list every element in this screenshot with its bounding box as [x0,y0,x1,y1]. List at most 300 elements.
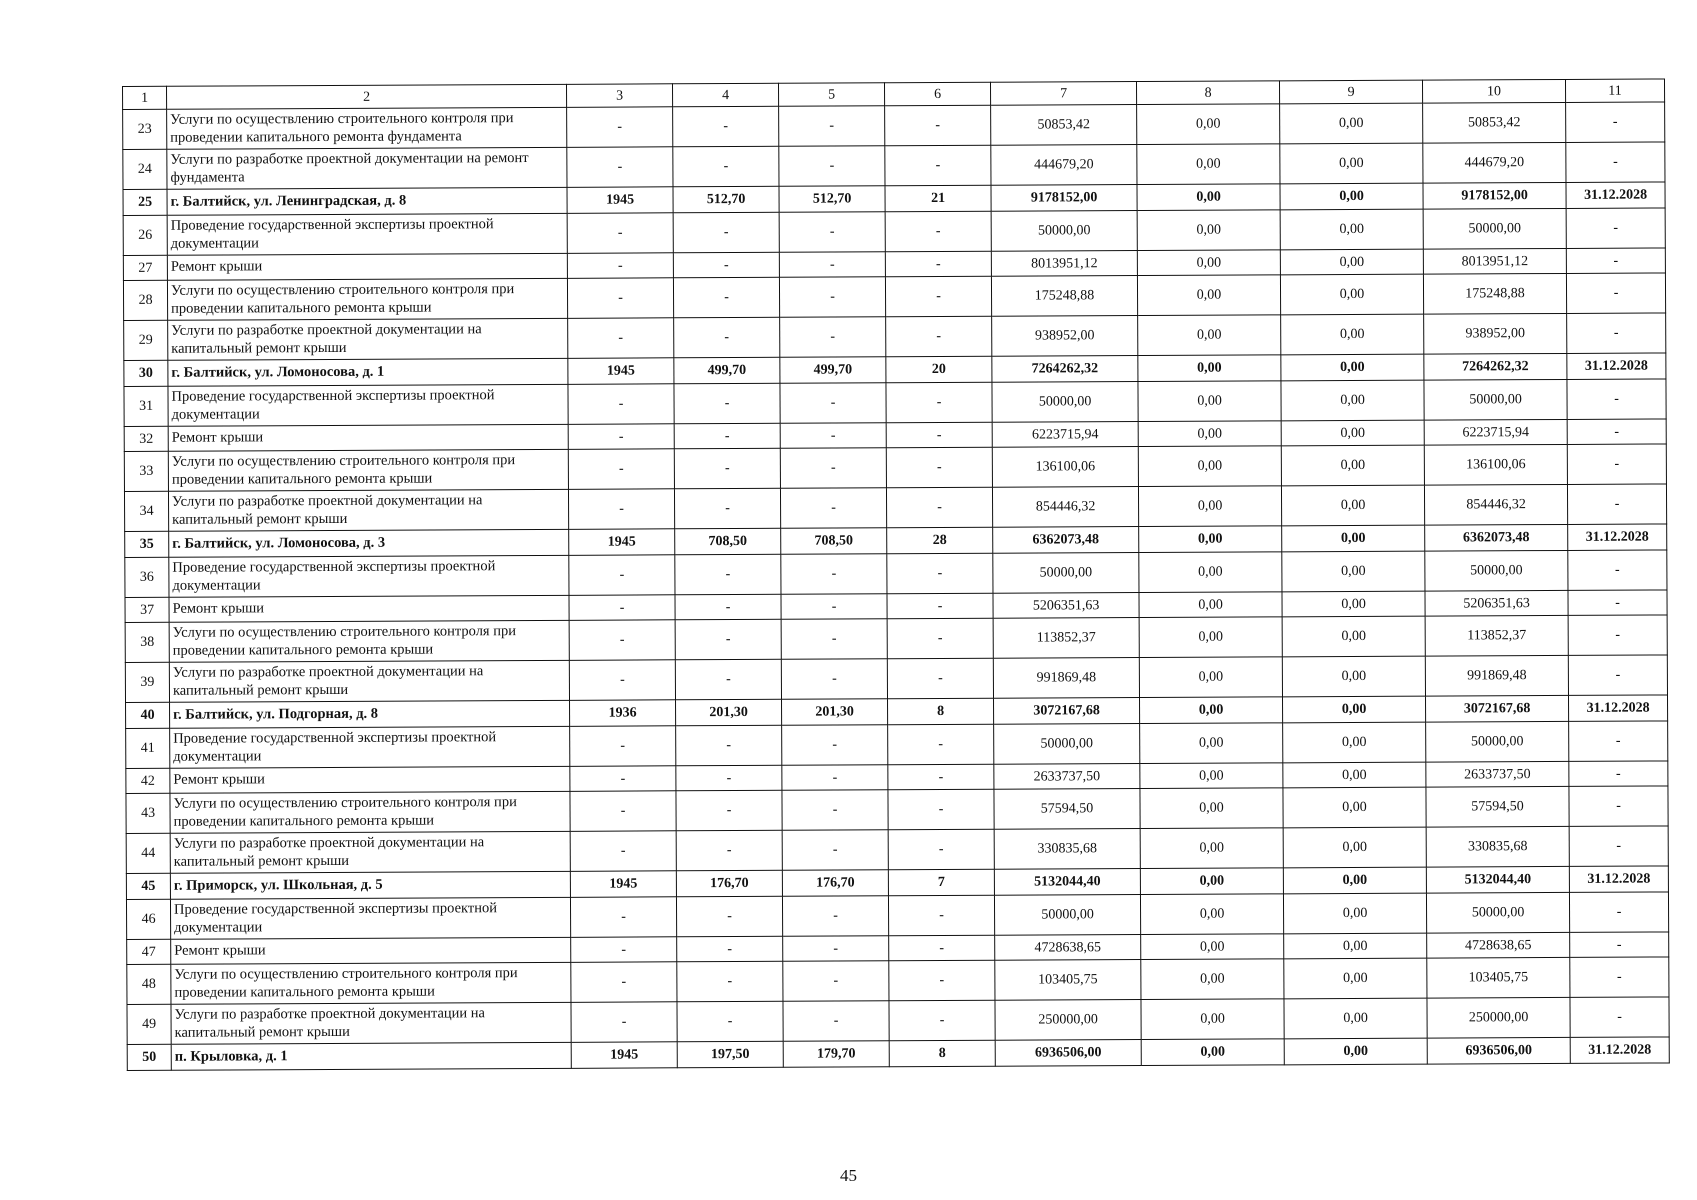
col5-cell: - [780,383,886,424]
col5-cell: - [780,488,886,529]
col9-cell: 0,00 [1281,485,1424,526]
col8-cell: 0,00 [1139,617,1282,658]
description-cell: Услуги по разработке проектной документации на капитальный ремонт крыши [168,318,568,360]
col11-cell: - [1568,655,1667,695]
col4-cell: - [674,383,780,424]
description-cell: Услуги по разработке проектной документации на капитальный ремонт крыши [169,660,569,702]
row-number-cell: 27 [123,255,167,280]
col8-cell: 0,00 [1140,894,1283,935]
col11-cell: - [1566,208,1665,248]
col6-cell: - [885,276,991,317]
col7-cell: 50000,00 [992,382,1138,423]
col9-cell: 0,00 [1280,183,1423,210]
col4-cell: - [674,448,780,489]
col3-cell: - [567,147,673,188]
col4-cell: - [676,790,782,831]
col9-cell: 0,00 [1281,314,1424,355]
col4-cell: - [673,252,779,278]
col5-cell: - [783,961,889,1002]
col5-cell: 179,70 [783,1041,889,1068]
col8-cell: 0,00 [1141,999,1284,1040]
col3-cell: - [570,726,676,767]
column-number-header: 7 [990,82,1136,106]
col3-cell: - [570,831,676,872]
col5-cell: 176,70 [782,870,888,897]
col6-cell: - [887,553,993,594]
col10-cell: 7264262,32 [1424,353,1567,380]
col8-cell: 0,00 [1140,828,1283,869]
col7-cell: 6223715,94 [992,422,1138,448]
col3-cell: - [570,766,676,792]
description-cell: Услуги по осуществлению строительного контроля при проведении капитального ремонта крыши [168,449,568,491]
col7-cell: 8013951,12 [991,251,1137,277]
col11-cell: 31.12.2028 [1568,695,1667,721]
row-number-cell: 38 [125,622,169,662]
col6-cell: - [888,764,994,790]
description-cell: г. Балтийск, ул. Ломоносова, д. 1 [168,358,568,386]
col7-cell: 50000,00 [991,211,1137,252]
col8-cell: 0,00 [1138,355,1281,382]
col9-cell: 0,00 [1284,998,1427,1039]
col3-cell: - [567,253,673,279]
col10-cell: 5132044,40 [1426,866,1569,893]
col3-cell: - [567,278,673,319]
col11-cell: - [1569,721,1668,761]
col9-cell: 0,00 [1282,551,1425,592]
col7-cell: 938952,00 [992,316,1138,357]
col10-cell: 50000,00 [1426,721,1569,762]
col8-cell: 0,00 [1139,526,1282,553]
col9-cell: 0,00 [1280,274,1423,315]
col6-cell: - [886,382,992,423]
description-cell: г. Балтийск, ул. Подгорная, д. 8 [170,700,570,728]
col9-cell: 0,00 [1280,103,1423,144]
col11-cell: - [1566,273,1665,313]
col8-cell: 0,00 [1138,421,1281,447]
col3-cell: 1945 [569,529,675,556]
row-number-cell: 32 [124,426,168,451]
col7-cell: 57594,50 [994,789,1140,830]
col8-cell: 0,00 [1139,657,1282,698]
col11-cell: - [1568,550,1667,590]
col6-cell: - [886,447,992,488]
col7-cell: 330835,68 [994,829,1140,870]
col8-cell: 0,00 [1141,1039,1284,1066]
col7-cell: 4728638,65 [995,935,1141,961]
col3-cell: - [571,1002,677,1043]
col4-cell: - [673,106,779,147]
col8-cell: 0,00 [1140,697,1283,724]
col7-cell: 3072167,68 [994,698,1140,725]
col11-cell: - [1570,932,1669,957]
row-number-cell: 35 [125,531,169,557]
col9-cell: 0,00 [1283,722,1426,763]
description-cell: Услуги по осуществлению строительного контроля при проведении капитального ремонта крыши [171,962,571,1004]
col9-cell: 0,00 [1280,143,1423,184]
column-number-header: 9 [1279,80,1422,104]
col8-cell: 0,00 [1137,104,1280,145]
description-cell: Услуги по осуществлению строительного контроля при проведении капитального ремонта крыши [167,278,567,320]
col9-cell: 0,00 [1280,249,1423,275]
column-number-header: 5 [778,83,884,107]
col4-cell: - [673,277,779,318]
col4-cell: - [674,423,780,449]
col6-cell: - [885,211,991,252]
col5-cell: - [780,448,886,489]
col11-cell: - [1568,615,1667,655]
description-cell: Ремонт крыши [170,766,570,793]
col9-cell: 0,00 [1283,762,1426,788]
col9-cell: 0,00 [1284,958,1427,999]
col3-cell: 1945 [571,1042,677,1069]
row-number-cell: 39 [125,662,169,702]
col10-cell: 5206351,63 [1425,590,1568,616]
col7-cell: 5206351,63 [993,593,1139,619]
col10-cell: 57594,50 [1426,786,1569,827]
col4-cell: 197,50 [677,1041,783,1068]
col8-cell: 0,00 [1139,552,1282,593]
col3-cell: - [569,555,675,596]
col3-cell: - [570,897,676,938]
col4-cell: - [675,594,781,620]
col4-cell: - [675,619,781,660]
col6-cell: - [888,789,994,830]
col11-cell: - [1567,419,1666,444]
row-number-cell: 31 [124,386,168,426]
col10-cell: 2633737,50 [1426,761,1569,787]
description-cell: г. Балтийск, ул. Ленинградская, д. 8 [167,187,567,215]
col8-cell: 0,00 [1140,788,1283,829]
col9-cell: 0,00 [1281,420,1424,446]
description-cell: Ремонт крыши [167,253,567,280]
col6-cell: 20 [886,356,992,383]
col9-cell: 0,00 [1282,616,1425,657]
col8-cell: 0,00 [1139,592,1282,618]
col11-cell: - [1567,484,1666,524]
col5-cell: - [780,317,886,358]
row-number-cell: 50 [127,1044,171,1070]
description-cell: Услуги по осуществлению строительного контроля при проведении капитального ремонта крыши [170,791,570,833]
row-number-cell: 36 [125,557,169,597]
col6-cell: - [888,724,994,765]
description-cell: п. Крыловка, д. 1 [171,1042,571,1070]
col6-cell: 7 [888,869,994,896]
col9-cell: 0,00 [1284,1038,1427,1065]
col3-cell: - [568,489,674,530]
col4-cell: - [676,765,782,791]
col8-cell: 0,00 [1137,184,1280,211]
col10-cell: 3072167,68 [1425,695,1568,722]
col10-cell: 444679,20 [1423,142,1566,183]
row-number-cell: 48 [127,964,171,1004]
description-cell: Проведение государственной экспертизы проектной документации [168,384,568,426]
col10-cell: 103405,75 [1427,957,1570,998]
col7-cell: 5132044,40 [994,869,1140,896]
row-number-cell: 28 [123,280,167,320]
col4-cell: 512,70 [673,186,779,213]
col10-cell: 938952,00 [1424,313,1567,354]
col4-cell: - [674,317,780,358]
row-number-cell: 37 [125,597,169,622]
col4-cell: 201,30 [676,699,782,726]
col9-cell: 0,00 [1281,354,1424,381]
col7-cell: 103405,75 [995,960,1141,1001]
col10-cell: 4728638,65 [1427,932,1570,958]
col11-cell: - [1567,444,1666,484]
col7-cell: 854446,32 [992,487,1138,528]
col10-cell: 250000,00 [1427,997,1570,1038]
row-number-cell: 44 [126,833,170,873]
col8-cell: 0,00 [1141,934,1284,960]
col6-cell: - [887,593,993,619]
col4-cell: - [675,554,781,595]
col5-cell: - [783,1001,889,1042]
column-number-header: 10 [1422,79,1565,103]
col5-cell: - [782,830,888,871]
col5-cell: - [781,659,887,700]
col9-cell: 0,00 [1280,209,1423,250]
col9-cell: 0,00 [1283,893,1426,934]
description-cell: Услуги по разработке проектной документации на капитальный ремонт крыши [171,1002,571,1044]
col9-cell: 0,00 [1283,867,1426,894]
col3-cell: - [567,107,673,148]
col6-cell: - [885,105,991,146]
col3-cell: - [569,660,675,701]
col4-cell: - [673,212,779,253]
col10-cell: 50000,00 [1426,892,1569,933]
col6-cell: - [889,1000,995,1041]
col10-cell: 136100,06 [1424,444,1567,485]
column-number-header: 1 [123,86,167,109]
col11-cell: 31.12.2028 [1568,524,1667,550]
row-number-cell: 33 [124,451,168,491]
col7-cell: 9178152,00 [991,185,1137,212]
page-number: 45 [840,1166,857,1185]
col9-cell: 0,00 [1283,827,1426,868]
col4-cell: - [676,725,782,766]
column-number-header: 2 [167,84,567,109]
col4-cell: - [673,146,779,187]
col3-cell: - [568,449,674,490]
col4-cell: - [677,1001,783,1042]
col9-cell: 0,00 [1284,933,1427,959]
col8-cell: 0,00 [1140,763,1283,789]
col6-cell: 21 [885,185,991,212]
description-cell: Ремонт крыши [168,424,568,451]
col11-cell: 31.12.2028 [1569,866,1668,892]
row-number-cell: 30 [124,360,168,386]
table-body [123,79,1670,1071]
description-cell: Услуги по разработке проектной документации на капитальный ремонт крыши [168,489,568,531]
description-cell: г. Приморск, ул. Школьная, д. 5 [170,871,570,899]
description-cell: Услуги по осуществлению строительного контроля при проведении капитального ремонта крыши [169,620,569,662]
col5-cell: - [781,594,887,620]
col5-cell: - [779,212,885,253]
col7-cell: 50853,42 [991,105,1137,146]
col7-cell: 6936506,00 [995,1040,1141,1067]
col11-cell: - [1568,590,1667,615]
col10-cell: 50853,42 [1423,102,1566,143]
col6-cell: - [889,960,995,1001]
col4-cell: - [677,961,783,1002]
col9-cell: 0,00 [1282,696,1425,723]
column-number-header: 3 [566,84,672,108]
row-number-cell: 26 [123,215,167,255]
row-number-cell: 34 [124,491,168,531]
col5-cell: - [779,106,885,147]
col3-cell: 1945 [568,358,674,385]
col5-cell: 512,70 [779,186,885,213]
col5-cell: - [779,277,885,318]
col11-cell: - [1569,761,1668,786]
col7-cell: 2633737,50 [994,764,1140,790]
col7-cell: 50000,00 [994,724,1140,765]
col5-cell: - [780,423,886,449]
col11-cell: - [1570,957,1669,997]
col3-cell: 1936 [570,700,676,727]
col8-cell: 0,00 [1138,446,1281,487]
col11-cell: - [1569,786,1668,826]
col11-cell: - [1567,313,1666,353]
col9-cell: 0,00 [1282,656,1425,697]
col4-cell: - [676,896,782,937]
col10-cell: 9178152,00 [1423,182,1566,209]
col8-cell: 0,00 [1137,275,1280,316]
description-cell: Проведение государственной экспертизы проектной документации [170,726,570,768]
col5-cell: - [782,765,888,791]
col4-cell: 499,70 [674,357,780,384]
col11-cell: - [1566,248,1665,273]
col3-cell: - [568,424,674,450]
col6-cell: - [888,829,994,870]
col3-cell: - [568,318,674,359]
col5-cell: - [783,936,889,962]
description-cell: Услуги по осуществлению строительного контроля при проведении капитального ремонта фундамента [167,107,567,149]
col3-cell: - [571,937,677,963]
col7-cell: 113852,37 [993,618,1139,659]
col6-cell: - [886,422,992,448]
col3-cell: - [568,384,674,425]
col11-cell: - [1567,379,1666,419]
col10-cell: 175248,88 [1423,273,1566,314]
col11-cell: - [1569,892,1668,932]
col8-cell: 0,00 [1137,210,1280,251]
col4-cell: - [676,830,782,871]
col3-cell: - [569,620,675,661]
col7-cell: 250000,00 [995,1000,1141,1041]
col5-cell: - [782,725,888,766]
col8-cell: 0,00 [1137,144,1280,185]
col4-cell: - [674,488,780,529]
col7-cell: 136100,06 [992,447,1138,488]
row-number-cell: 29 [124,320,168,360]
column-number-header: 11 [1565,79,1664,102]
col6-cell: - [886,487,992,528]
col6-cell: 8 [888,698,994,725]
col3-cell: - [571,962,677,1003]
col10-cell: 6223715,94 [1424,419,1567,445]
col6-cell: - [887,618,993,659]
col3-cell: - [569,595,675,621]
col4-cell: 708,50 [675,528,781,555]
row-number-cell: 47 [127,939,171,964]
col6-cell: 28 [887,527,993,554]
col3-cell: - [570,791,676,832]
col4-cell: - [677,936,783,962]
row-number-cell: 41 [126,728,170,768]
col5-cell: 499,70 [780,357,886,384]
col10-cell: 991869,48 [1425,655,1568,696]
col5-cell: - [779,146,885,187]
row-number-cell: 24 [123,149,167,189]
col11-cell: - [1569,826,1668,866]
col10-cell: 50000,00 [1425,550,1568,591]
column-number-header: 6 [884,82,990,106]
col6-cell: 8 [889,1040,995,1067]
col8-cell: 0,00 [1137,250,1280,276]
col7-cell: 50000,00 [994,895,1140,936]
col3-cell: 1945 [570,871,676,898]
col10-cell: 50000,00 [1423,208,1566,249]
col8-cell: 0,00 [1140,723,1283,764]
col10-cell: 50000,00 [1424,379,1567,420]
col10-cell: 854446,32 [1424,484,1567,525]
col11-cell: 31.12.2028 [1566,182,1665,208]
col5-cell: - [782,790,888,831]
description-cell: Проведение государственной экспертизы проектной документации [169,555,569,597]
col10-cell: 113852,37 [1425,615,1568,656]
col4-cell: - [675,659,781,700]
col10-cell: 8013951,12 [1423,248,1566,274]
col10-cell: 6362073,48 [1425,524,1568,551]
col7-cell: 444679,20 [991,145,1137,186]
description-cell: Проведение государственной экспертизы проектной документации [167,213,567,255]
description-cell: Ремонт крыши [171,937,571,964]
col5-cell: - [782,896,888,937]
col3-cell: - [567,213,673,254]
col6-cell: - [885,251,991,277]
col7-cell: 7264262,32 [992,356,1138,383]
description-cell: Услуги по разработке проектной документации на капитальный ремонт крыши [170,831,570,873]
description-cell: Проведение государственной экспертизы проектной документации [170,897,570,939]
description-cell: Ремонт крыши [169,595,569,622]
col9-cell: 0,00 [1283,787,1426,828]
col4-cell: 176,70 [676,870,782,897]
col5-cell: - [781,619,887,660]
repair-plan-table [122,78,1670,1071]
row-number-cell: 45 [126,873,170,899]
col7-cell: 6362073,48 [993,527,1139,554]
col6-cell: - [887,658,993,699]
row-number-cell: 40 [126,702,170,728]
col9-cell: 0,00 [1282,591,1425,617]
col6-cell: - [886,316,992,357]
col11-cell: - [1570,997,1669,1037]
col5-cell: 201,30 [782,699,888,726]
col11-cell: 31.12.2028 [1567,353,1666,379]
description-cell: г. Балтийск, ул. Ломоносова, д. 3 [169,529,569,557]
col6-cell: - [885,145,991,186]
col8-cell: 0,00 [1138,315,1281,356]
col8-cell: 0,00 [1140,868,1283,895]
col9-cell: 0,00 [1281,445,1424,486]
row-number-cell: 46 [126,899,170,939]
col8-cell: 0,00 [1138,486,1281,527]
col10-cell: 330835,68 [1426,826,1569,867]
col11-cell: - [1566,142,1665,182]
col9-cell: 0,00 [1282,525,1425,552]
row-number-cell: 23 [123,109,167,149]
